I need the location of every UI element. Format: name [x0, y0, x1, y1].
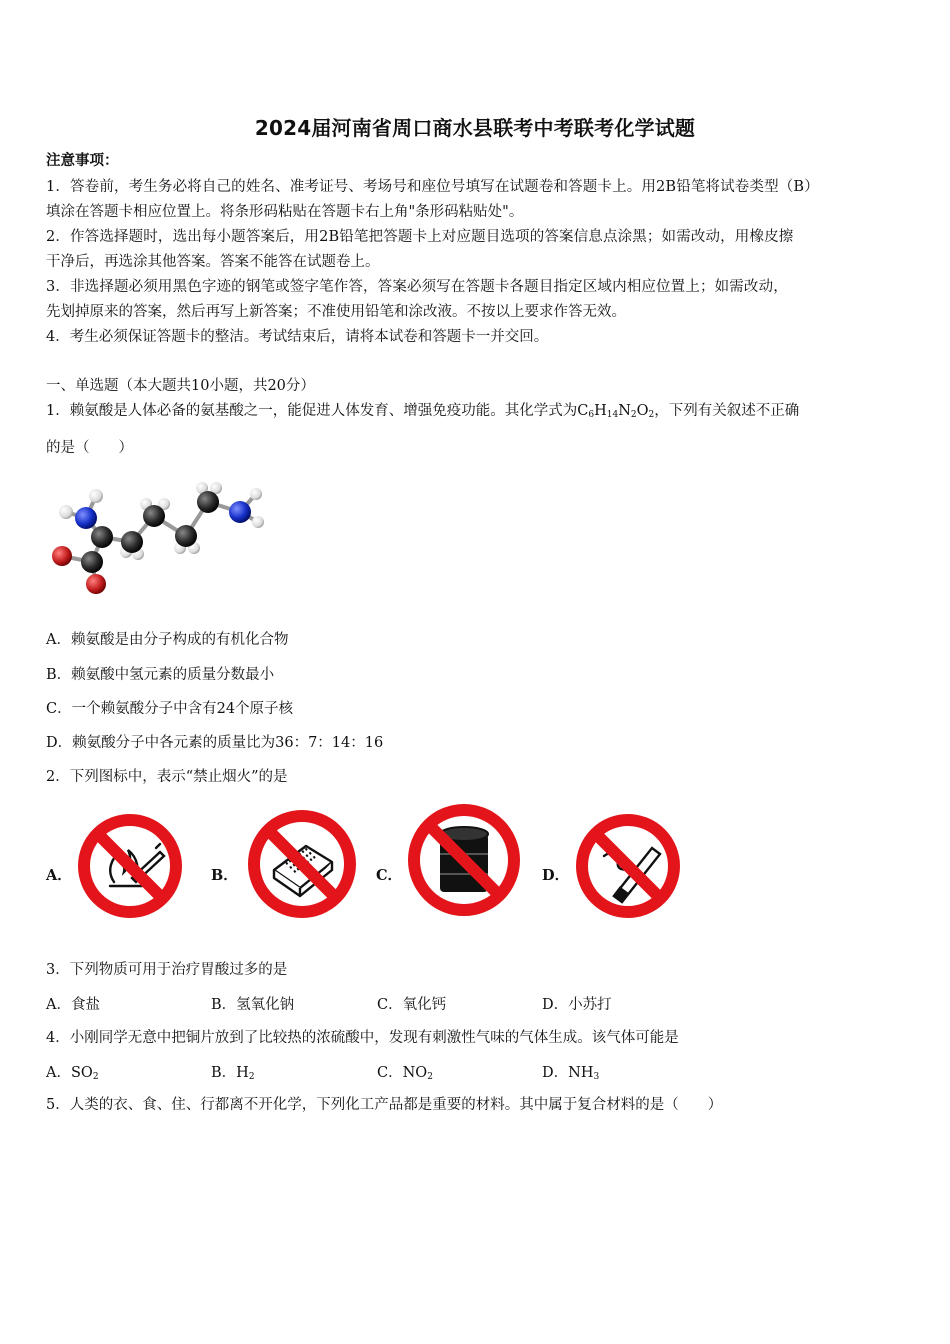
q4-option-c: C．$NO_2$ [377, 1065, 433, 1082]
q4-option-b: B．$H_2$ [211, 1065, 255, 1082]
q4-options [46, 1061, 906, 1081]
no-smoking-sign-d-icon [574, 812, 682, 920]
q1-option-d: D．赖氨酸分子中各元素的质量比为36：7：14：16 [46, 735, 384, 751]
q2-option-b-label: B． [211, 867, 238, 884]
q2-option-c-label: C． [376, 867, 403, 884]
lysine-molecule-image [44, 474, 274, 604]
q4-option-d: D．$NH_3$ [542, 1065, 600, 1082]
q4-option-a: A．$SO_2$ [46, 1065, 99, 1082]
notice-line: 4．考生必须保证答题卡的整洁。考试结束后，请将本试卷和答题卡一并交回。 [46, 329, 549, 345]
notice-line: 1．答卷前，考生务必将自己的姓名、准考证号、考场号和座位号填写在试题卷和答题卡上。用2B铅笔将试卷类型（B） [46, 179, 819, 195]
stem-text: ，下列有关叙述不正确 [654, 403, 800, 419]
notice-line: 干净后，再选涂其他答案。答案不能答在试题卷上。 [46, 254, 380, 270]
carbon-atom [121, 531, 143, 553]
question-3-stem: 3．下列物质可用于治疗胃酸过多的是 [46, 962, 288, 978]
no-oil-drum-sign-c-icon [406, 802, 522, 918]
oxygen-atom [86, 574, 106, 594]
question-2-stem: 2．下列图标中，表示“禁止烟火”的是 [46, 769, 288, 785]
q2-option-a-label: A． [46, 867, 72, 884]
atoms [52, 482, 264, 594]
question-4-stem: 4．小刚同学无意中把铜片放到了比较热的浓硫酸中，发现有刺激性气味的气体生成。该气体可能是 [46, 1030, 679, 1046]
notice-heading: 注意事项： [46, 152, 119, 169]
carbon-atom [175, 525, 197, 547]
notice-line: 2．作答选择题时，选出每小题答案后，用2B铅笔把答题卡上对应题目选项的答案信息点涂黑；如需改动，用橡皮擦 [46, 229, 794, 245]
nitrogen-atom [229, 501, 251, 523]
carbon-atom [81, 551, 103, 573]
question-5-stem: 5．人类的衣、食、住、行都离不开化学，下列化工产品都是重要的材料。其中属于复合材料的是（ ） [46, 1097, 723, 1113]
hydrogen-atom [59, 505, 73, 519]
q3-option-c: C．氧化钙 [377, 997, 447, 1013]
carbon-atom [143, 505, 165, 527]
notice-line: 3．非选择题必须用黑色字迹的钢笔或签字笔作答，答案必须写在答题卡各题目指定区域内相应位置上；如需改动， [46, 279, 788, 295]
no-matches-sign-b-icon [246, 808, 358, 920]
q3-options [46, 993, 906, 1013]
chemical-formula: $C_6H_{14}N_2O_2$ [577, 403, 655, 420]
q3-option-a: A．食盐 [46, 997, 100, 1013]
section-heading: 一、单选题（本大题共10小题，共20分） [46, 378, 315, 394]
hydrogen-atom [89, 489, 103, 503]
q2-option-d-label: D． [542, 867, 570, 884]
oxygen-atom [52, 546, 72, 566]
q3-option-b: B．氢氧化钠 [211, 997, 295, 1013]
page-title: 2024届河南省周口商水县联考中考联考化学试题 [254, 116, 696, 140]
question-1-stem-line2: 的是（ ） [46, 440, 133, 456]
notice-line: 先划掉原来的答案，然后再写上新答案；不准使用铅笔和涂改液。不按以上要求作答无效。 [46, 304, 626, 320]
stem-text: 1．赖氨酸是人体必备的氨基酸之一，能促进人体发育、增强免疫功能。其化学式为 [46, 403, 578, 419]
carbon-atom [197, 491, 219, 513]
carbon-atom [91, 526, 113, 548]
no-fire-sign-a-icon [76, 812, 184, 920]
q3-option-d: D．小苏打 [542, 997, 612, 1013]
hydrogen-atom [252, 516, 264, 528]
q1-option-a: A．赖氨酸是由分子构成的有机化合物 [46, 632, 289, 648]
hydrogen-atom [250, 488, 262, 500]
q1-option-b: B．赖氨酸中氢元素的质量分数最小 [46, 667, 275, 683]
nitrogen-atom [75, 507, 97, 529]
q1-option-c: C．一个赖氨酸分子中含有24个原子核 [46, 701, 294, 717]
question-1-stem [46, 401, 799, 421]
notice-line: 填涂在答题卡相应位置上。将条形码粘贴在答题卡右上角"条形码粘贴处"。 [46, 204, 524, 220]
